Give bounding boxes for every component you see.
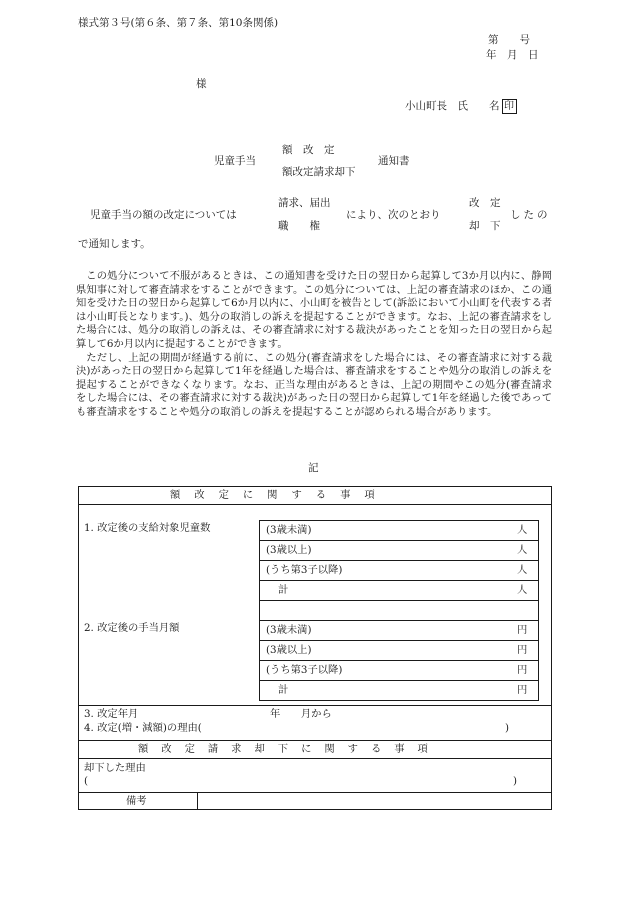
remarks-label: 備考 [126,795,147,807]
amount-row-label: (3歳以上) [266,644,312,656]
lead-option-request: 請求、届出 [278,197,331,209]
revision-reason-close: ) [505,722,510,734]
title-option-rejection: 額改定請求却下 [282,166,356,178]
amount-row-unit: 円 [517,644,528,656]
children-total-label: 計 [278,584,289,596]
title-prefix: 児童手当 [214,155,256,167]
children-row-label: (3歳以上) [266,544,312,556]
title-option-revision: 額 改 定 [282,144,335,156]
monthly-amount-label: 2. 改定後の手当月額 [84,622,180,634]
amount-row-label: (うち第3子以降) [266,664,343,676]
revision-month-value: 年 月から [270,708,332,720]
children-row-unit: 人 [517,524,528,536]
issuer-name [405,99,517,114]
lead-option-reject: 却 下 [469,220,501,232]
appeal-notice [76,270,552,420]
amount-total-label: 計 [278,684,289,696]
children-row-label: (うち第3子以降) [266,564,343,576]
amount-row-label: (3歳未満) [266,624,312,636]
rejection-reason-label: 却下した理由 [84,762,146,774]
lead-part3: したの [510,209,551,221]
lead-part4: で通知します。 [78,238,151,250]
children-row-unit: 人 [517,584,528,596]
children-row-label: (3歳未満) [266,524,312,536]
amount-row-unit: 円 [517,624,528,636]
document-date: 年 月 日 [486,49,539,61]
section-rejection-header: 額改定請求却下に関する事項 [138,743,441,755]
rejection-reason-open: ( [84,775,89,787]
addressee-suffix: 様 [196,78,207,90]
remarks-field[interactable] [198,793,550,808]
appeal-paragraph-2: ただし、上記の期間が経過する前に、この処分(審査請求をした場合には、その審査請求に対する裁決)があった日の翌日から起算して1年を経過した場合は、審査請求をすることや処分の取消しの訴えを提起することができなくなります。なお、正当な理由があるときは、上記の期間やこの処分(審査請求をした場合には、その審査請求に対する裁決)があった日の翌日から起算して1年を経過した後であっても審査請求をすることや処分の取消しの訴えを提起することが認められる場合があります。 [76,351,552,418]
children-row-unit: 人 [517,564,528,576]
children-count-label: 1. 改定後の支給対象児童数 [84,522,211,534]
issuer-label: 小山町長 氏 名 [405,100,500,112]
children-row-unit: 人 [517,544,528,556]
form-number: 様式第３号(第６条、第７条、第10条関係) [78,17,279,29]
ki-heading: 記 [308,462,319,474]
title-suffix: 通知書 [378,155,410,167]
section-revision-header: 額改定に関する事項 [170,489,389,501]
lead-part2: により、次のとおり [346,209,441,221]
revision-reason-label: 4. 改定(増・減額)の理由( [84,722,202,734]
lead-option-revise: 改 定 [469,197,501,209]
appeal-paragraph-1: この処分について不服があるときは、この通知書を受けた日の翌日から起算して3か月以内に、静岡県知事に対して審査請求をすることができます。この処分については、上記の審査請求のほか、この通知を受けた日の翌日から起算して6か月以内に、小山町を被告として(訴訟において小山町を代表する者は小山町長となります。)、処分の取消しの訴えを提起することができます。なお、上記の審査請求をした場合には、処分の取消しの訴えは、その審査請求に対する裁決があったことを知った日の翌日から起算して6か月以内に提起することができます。 [76,270,552,350]
document-number: 第 号 [488,34,530,46]
revision-month-label: 3. 改定年月 [84,708,139,720]
lead-option-ex-officio: 職 権 [278,220,320,232]
amount-row-unit: 円 [517,664,528,676]
seal-mark: 印 [502,99,517,114]
rejection-reason-close: ) [513,775,518,787]
amount-row-unit: 円 [517,684,528,696]
lead-part1: 児童手当の額の改定については [90,209,237,221]
